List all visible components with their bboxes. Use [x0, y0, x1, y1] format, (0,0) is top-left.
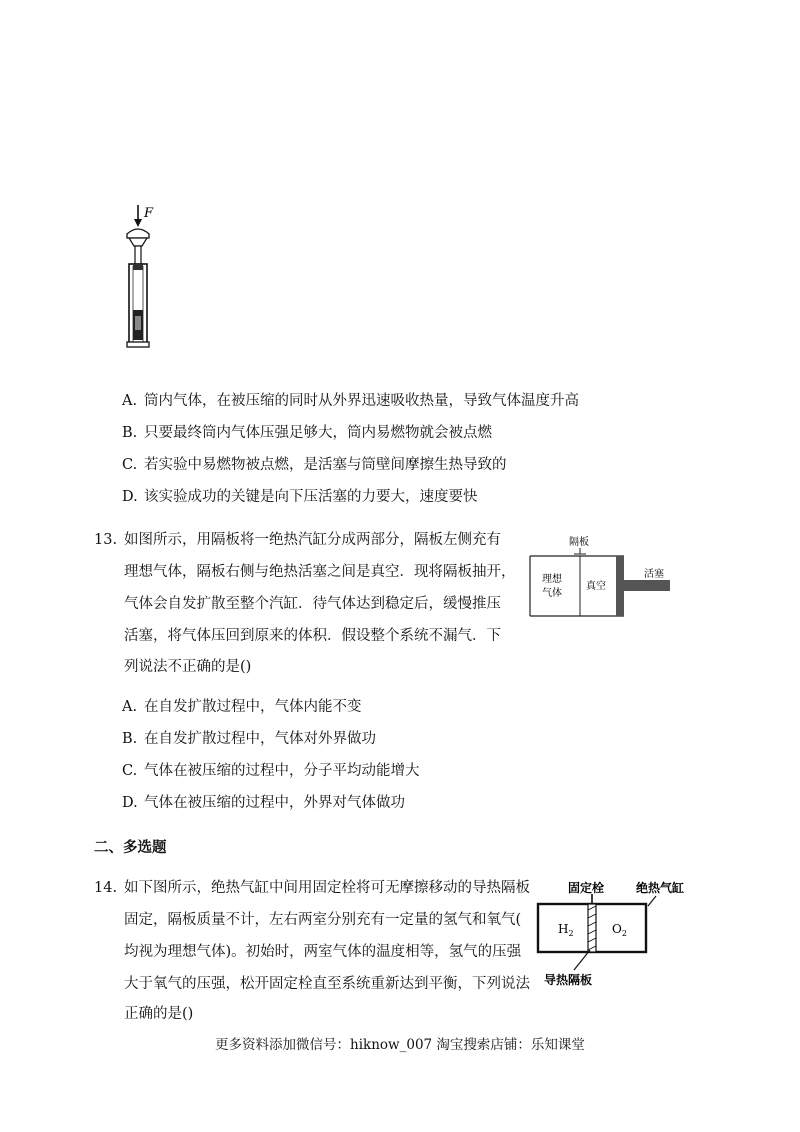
- option-b[interactable]: B. 在自发扩散过程中，气体对外界做功: [122, 731, 376, 747]
- option-d[interactable]: D. 该实验成功的关键是向下压活塞的力要大，速度要快: [122, 489, 478, 505]
- option-c[interactable]: C. 若实验中易燃物被点燃，是活塞与筒壁间摩擦生热导致的: [122, 457, 507, 473]
- question-text-line: 大于氧气的压强，松开固定栓直至系统重新达到平衡，下列说法: [124, 976, 530, 992]
- vacuum-label: 真空: [586, 581, 606, 592]
- gas-label: 理想: [542, 574, 562, 585]
- question-text-line: 正确的是(): [124, 1006, 194, 1022]
- h2-o2-cylinder-figure: [534, 876, 728, 992]
- question-text-line: 活塞，将气体压回到原来的体积．假设整个系统不漏气．下: [124, 628, 501, 644]
- question-number: 14.: [94, 880, 118, 896]
- partition-label: 导热隔板: [544, 973, 593, 987]
- page-footer: 更多资料添加微信号：hiknow_007 淘宝搜索店铺：乐知课堂: [215, 1037, 585, 1053]
- fire-syringe-figure: [118, 200, 178, 352]
- option-a[interactable]: A. 在自发扩散过程中，气体内能不变: [122, 699, 362, 715]
- gas-label: 气体: [542, 588, 562, 599]
- piston-label: 活塞: [644, 569, 664, 580]
- question-text-line: 列说法不正确的是(): [124, 659, 252, 675]
- section-title: 二、多选题: [94, 840, 167, 856]
- pin-label: 固定栓: [568, 881, 605, 895]
- question-text-line: 理想气体，隔板右侧与绝热活塞之间是真空．现将隔板抽开，: [124, 564, 516, 580]
- question-text-line: 如下图所示，绝热气缸中间用固定栓将可无摩擦移动的导热隔板: [124, 880, 530, 896]
- option-a[interactable]: A. 筒内气体，在被压缩的同时从外界迅速吸收热量，导致气体温度升高: [122, 393, 579, 409]
- question-text-line: 均视为理想气体)。初始时，两室气体的温度相等，氢气的压强: [124, 944, 522, 960]
- gas-label-o2: $O_2$: [612, 922, 627, 938]
- gas-label-h2: $H_2$: [558, 922, 574, 938]
- question-text-line: 气体会自发扩散至整个汽缸．待气体达到稳定后，缓慢推压: [124, 596, 501, 612]
- force-label: F: [144, 206, 154, 221]
- question-number: 13.: [94, 532, 118, 548]
- cylinder-partition-figure: [528, 532, 678, 624]
- cylinder-label: 绝热气缸: [636, 881, 685, 895]
- option-d[interactable]: D. 气体在被压缩的过程中，外界对气体做功: [122, 795, 405, 811]
- option-c[interactable]: C. 气体在被压缩的过程中，分子平均动能增大: [122, 763, 420, 779]
- partition-label: 隔板: [569, 537, 589, 548]
- question-text-line: 固定，隔板质量不计，左右两室分别充有一定量的氢气和氧气(: [124, 912, 522, 928]
- question-text-line: 如图所示，用隔板将一绝热汽缸分成两部分，隔板左侧充有: [124, 532, 501, 548]
- option-b[interactable]: B. 只要最终筒内气体压强足够大，筒内易燃物就会被点燃: [122, 425, 492, 441]
